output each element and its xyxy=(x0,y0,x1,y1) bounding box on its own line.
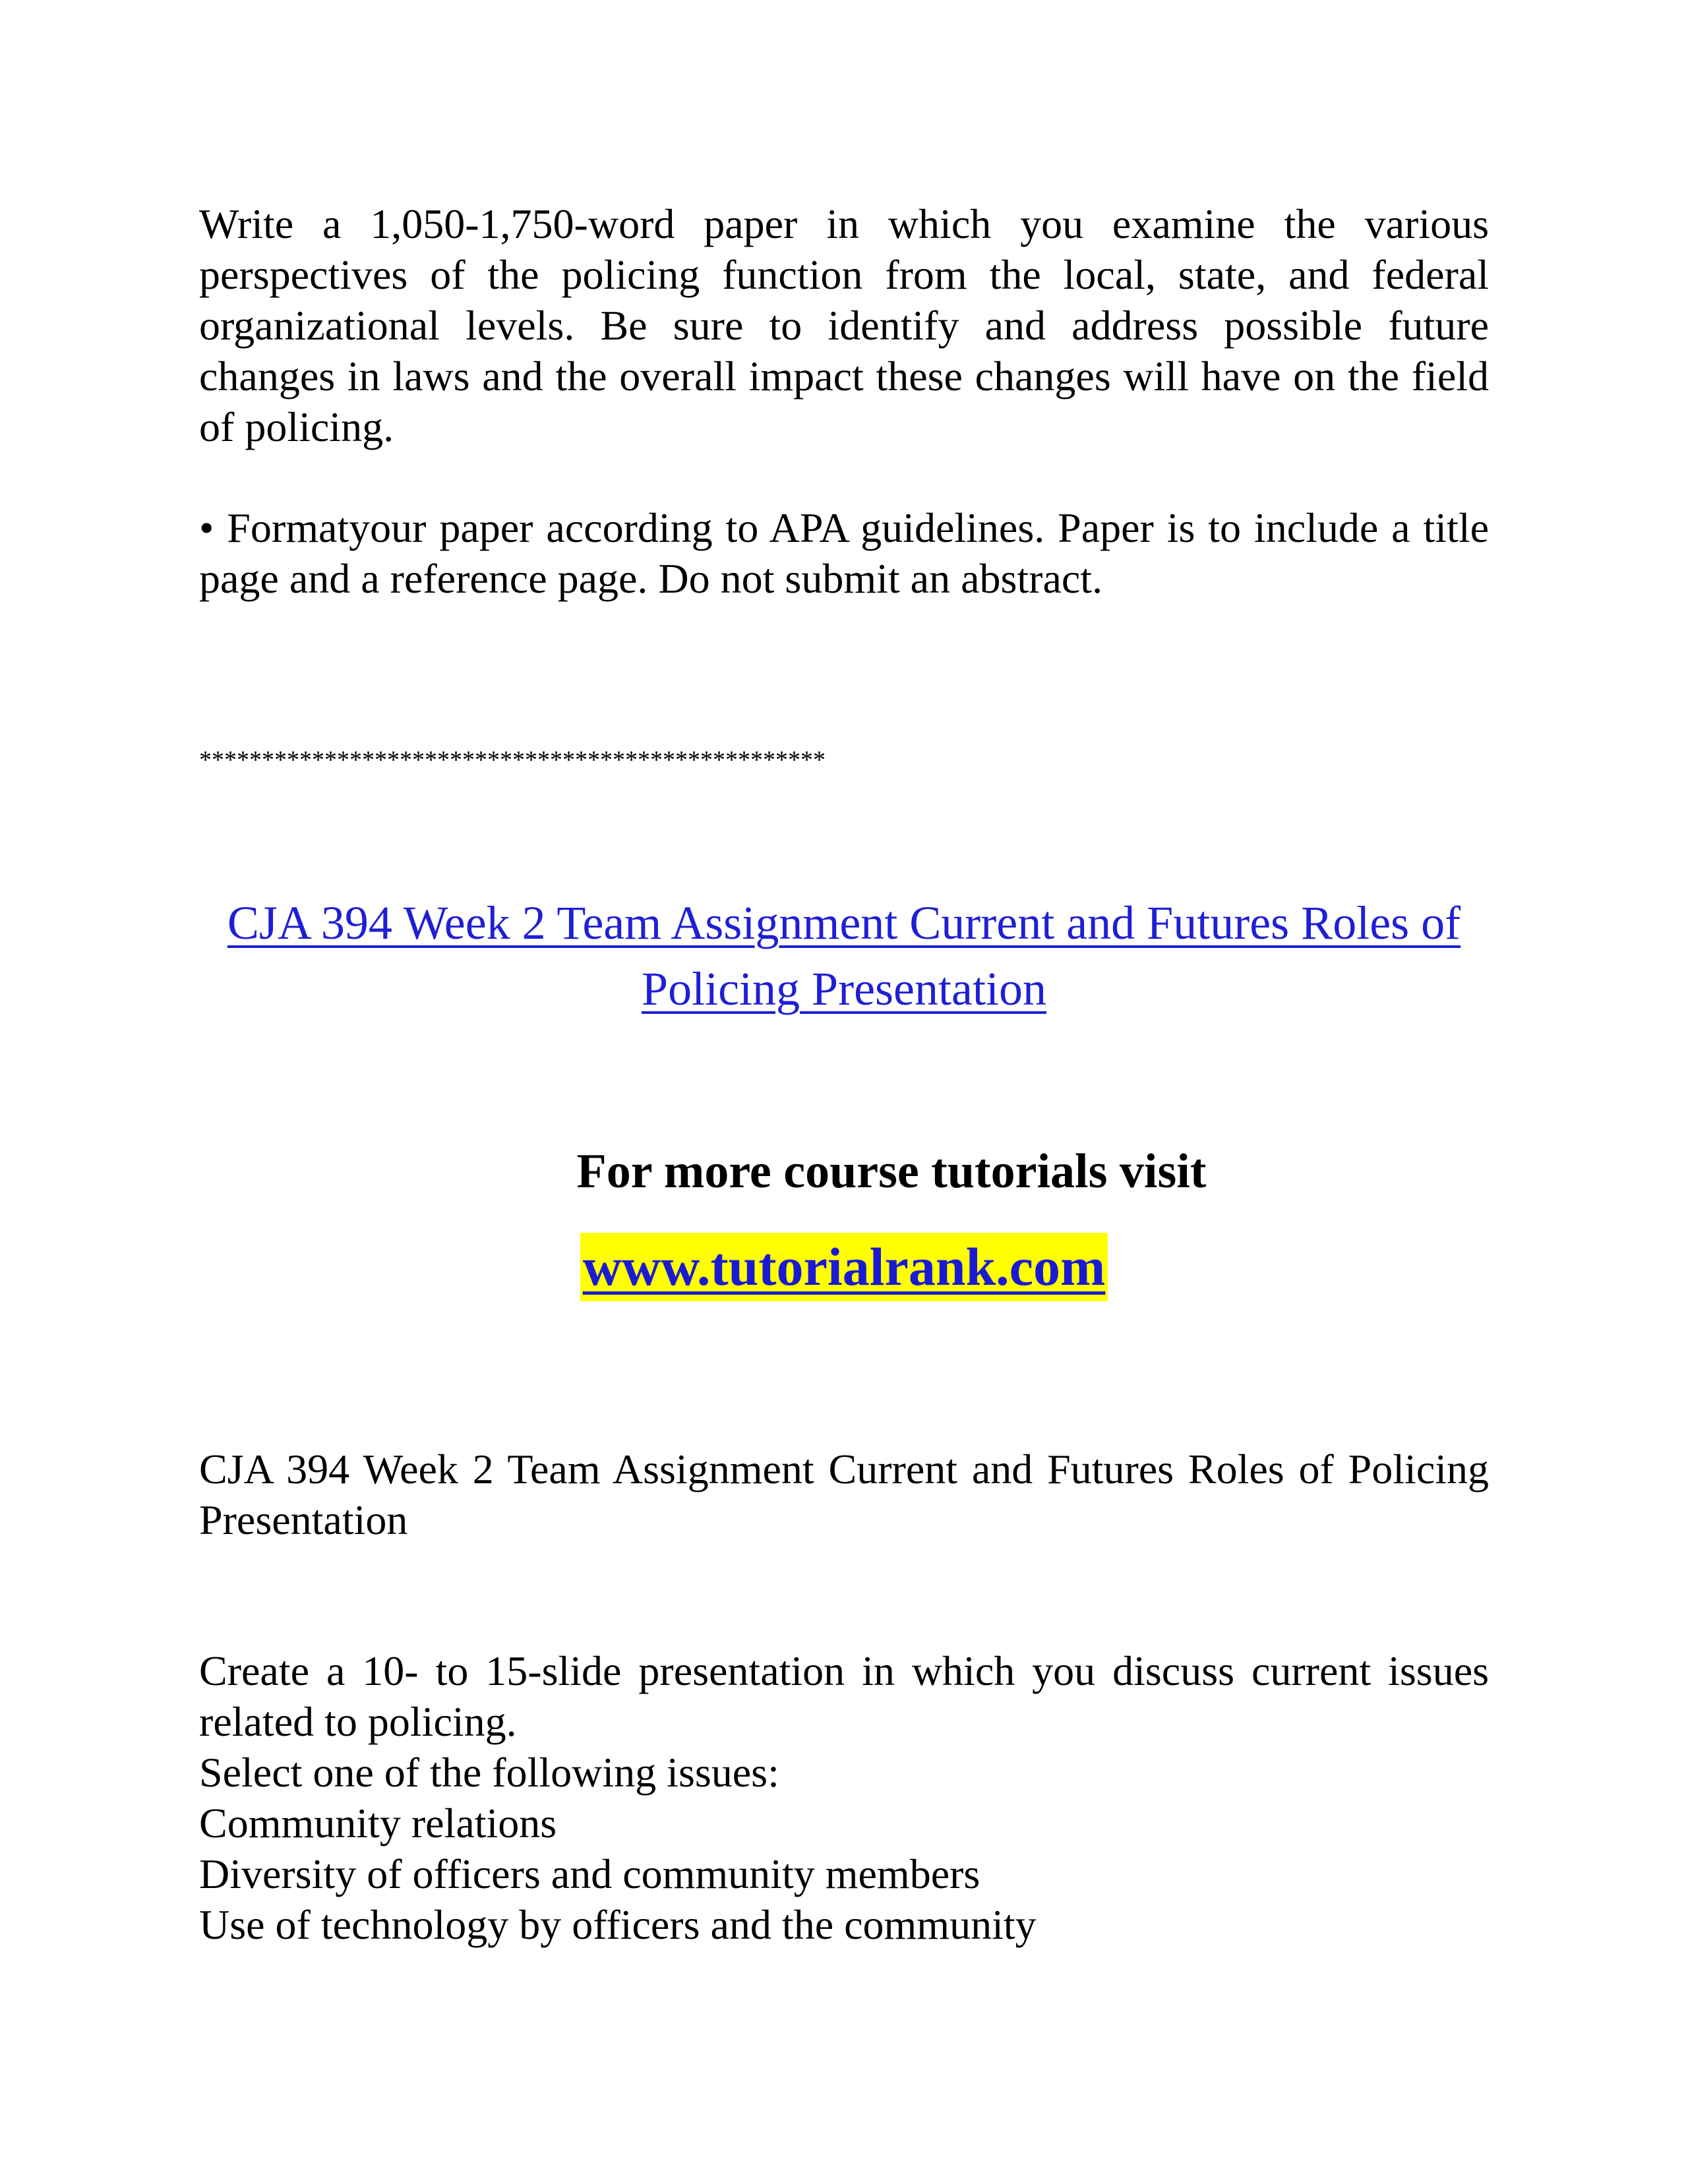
issue-item: Diversity of officers and community members xyxy=(199,1850,980,1897)
assignment-heading: CJA 394 Week 2 Team Assignment Current and Futures Roles of Policing Presentation xyxy=(199,1446,1489,1543)
website-link[interactable]: www.tutorialrank.com xyxy=(580,1233,1108,1301)
issue-item: Community relations xyxy=(199,1800,557,1846)
issues-intro: Select one of the following issues: xyxy=(199,1749,779,1796)
issue-item: Use of technology by officers and the community xyxy=(199,1901,1037,1948)
format-bullet-paragraph: • Formatyour paper according to APA guidelines. Paper is to include a title page and a reference page. Do not submit an abstract. xyxy=(199,504,1489,602)
issues-list xyxy=(199,1747,1489,1950)
assignment-paragraph: Write a 1,050-1,750-word paper in which you examine the various perspectives of the policing function from the local, state, and federal organizational levels. Be sure to identify and address possible future changes in laws and the overall impact these changes will have on the field of policing. xyxy=(199,200,1489,450)
course-title-link[interactable]: CJA 394 Week 2 Team Assignment Current and Futures Roles of Policing Presentation xyxy=(227,897,1461,1015)
separator-asterisks: ************************************************** xyxy=(199,746,826,774)
visit-heading: For more course tutorials visit xyxy=(576,1144,1207,1198)
website-container xyxy=(0,1233,1688,1301)
presentation-paragraph: Create a 10- to 15-slide presentation in which you discuss current issues related to policing. xyxy=(199,1647,1489,1745)
